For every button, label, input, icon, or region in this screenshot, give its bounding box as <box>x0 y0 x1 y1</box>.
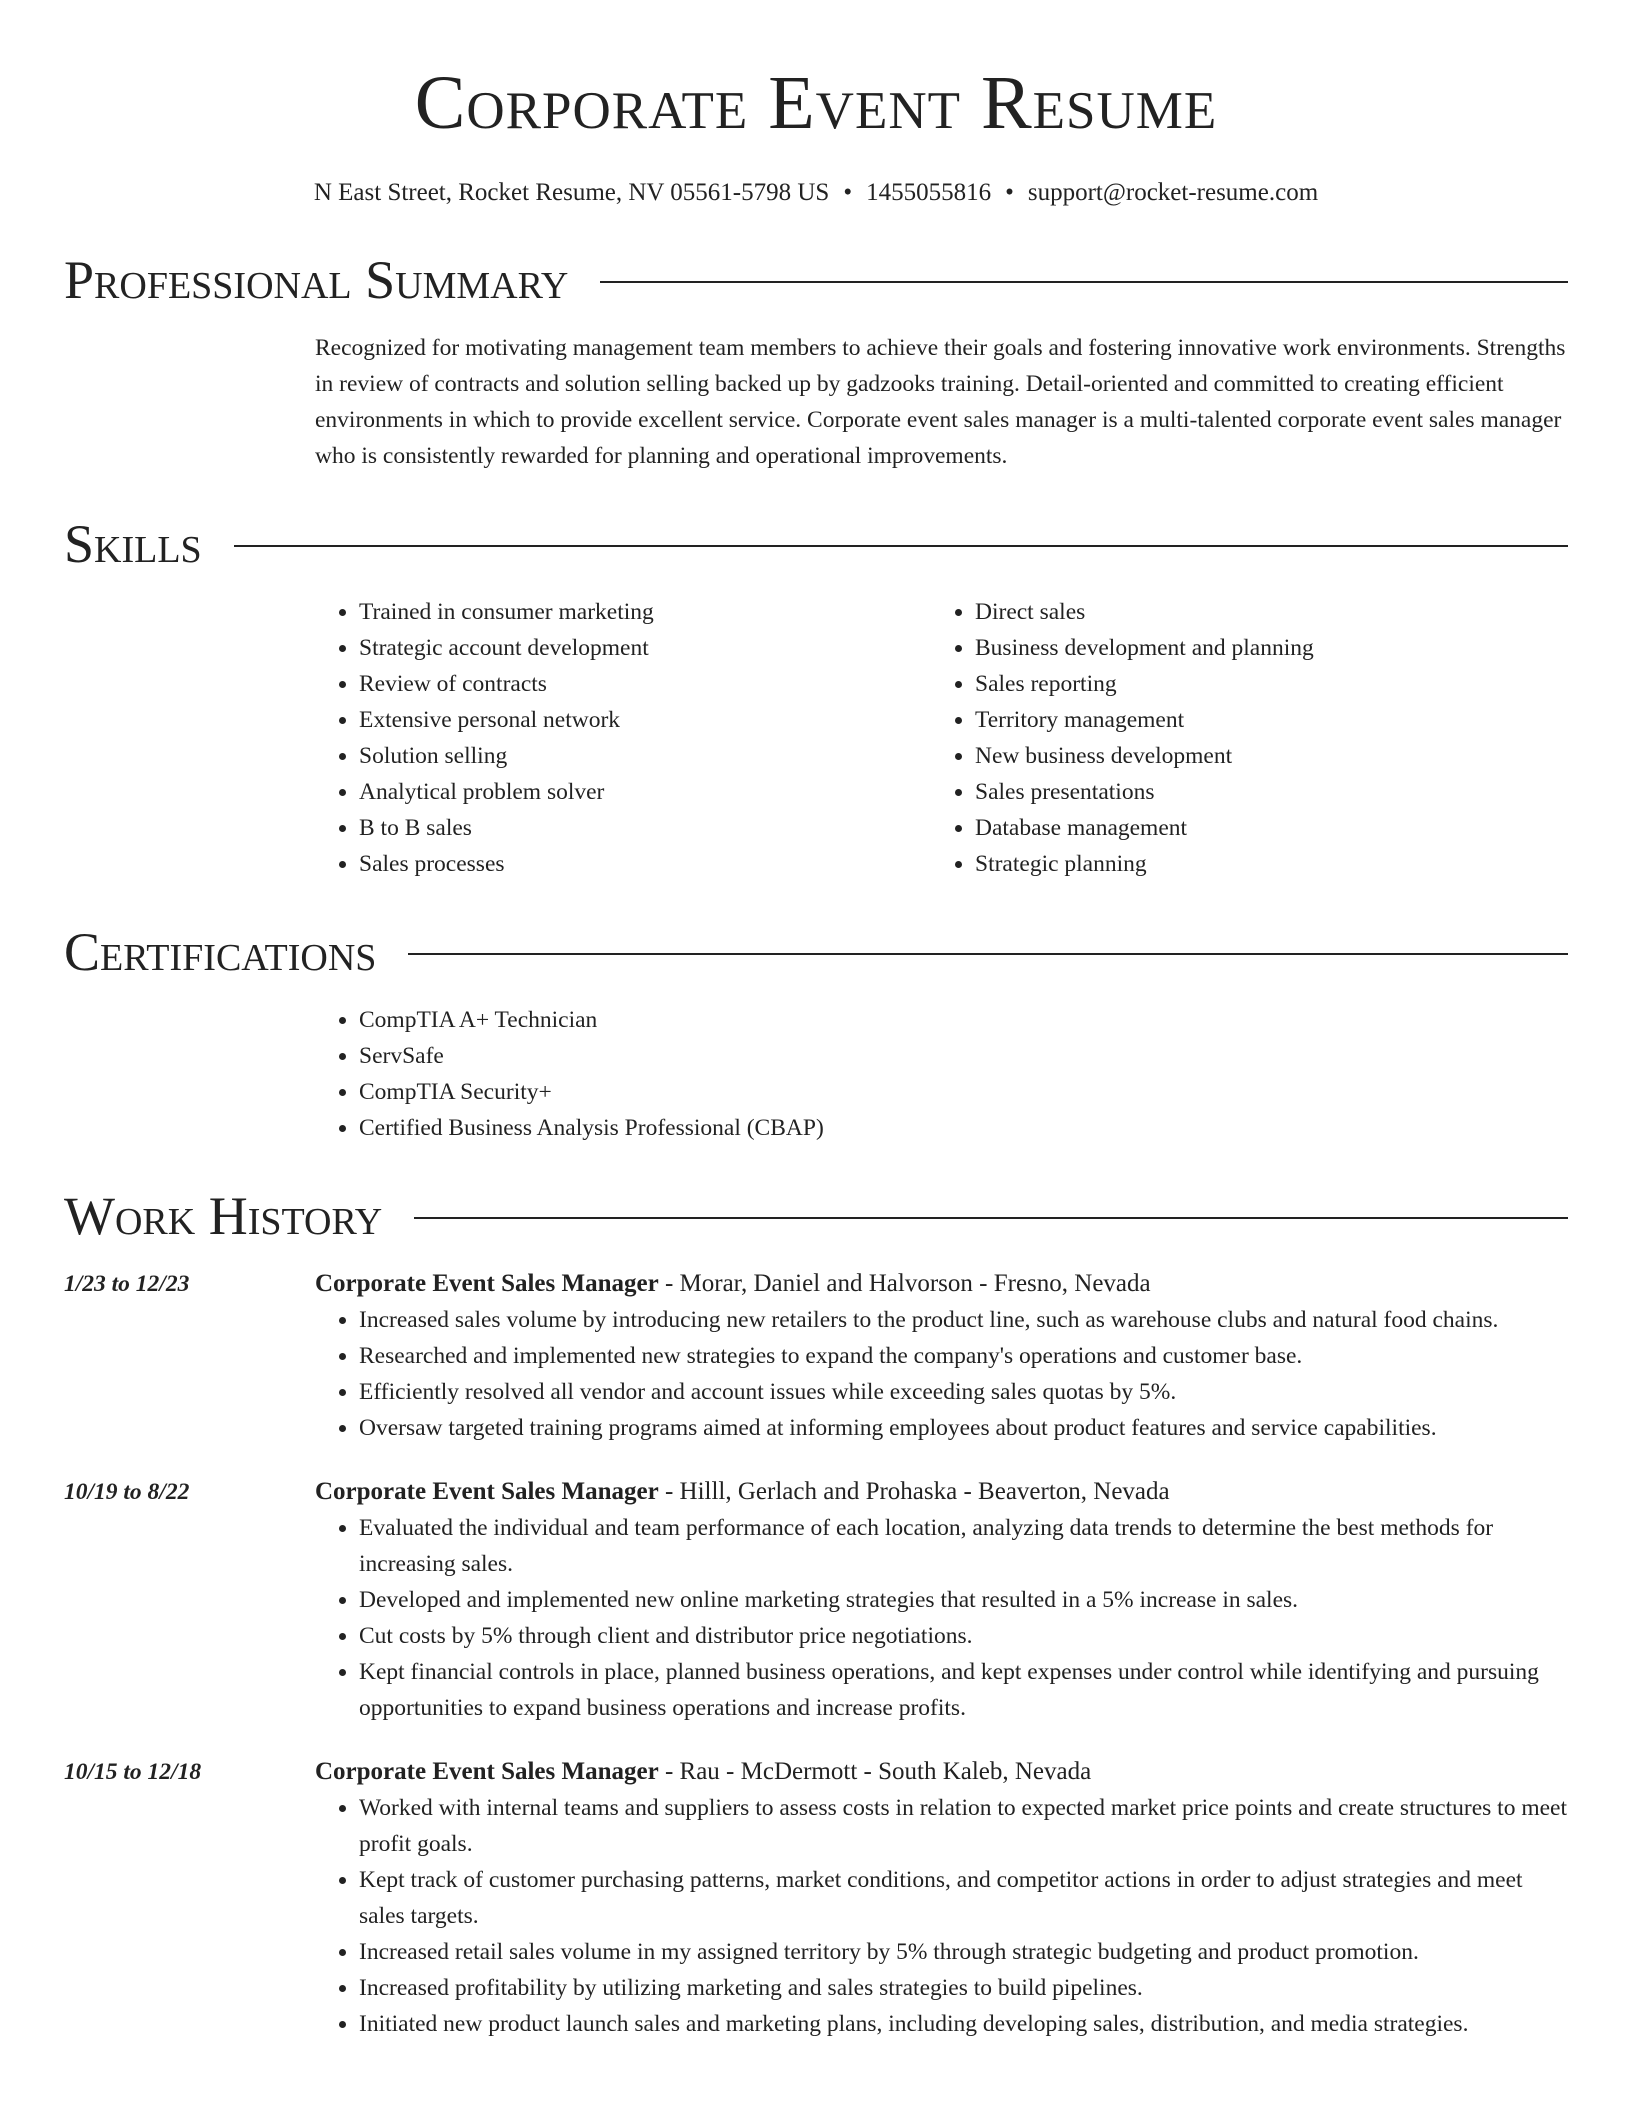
job-bullets <box>315 1302 1568 1446</box>
job-role: Corporate Event Sales Manager <box>315 1478 659 1505</box>
contact-separator: • <box>843 179 853 206</box>
skill-item: • New business development <box>975 738 1547 774</box>
skill-item: • Territory management <box>975 702 1547 738</box>
job-main <box>315 1266 1568 1446</box>
job-bullet: • Worked with internal teams and suppliers to assess costs in relation to expected market price points and create structures to meet profit goals. <box>359 1790 1568 1862</box>
skill-item: • Extensive personal network <box>359 702 931 738</box>
resume-title: Corporate Event Resume <box>414 61 1218 145</box>
skill-item: • Direct sales <box>975 594 1547 630</box>
contact-email: support@rocket-resume.com <box>1027 179 1319 206</box>
certifications-section-header <box>64 924 1568 980</box>
job-role: Corporate Event Sales Manager <box>315 1758 659 1785</box>
skills-heading: Skills <box>64 514 202 574</box>
skill-item: • Review of contracts <box>359 666 931 702</box>
job-main <box>315 1474 1568 1726</box>
certifications-list <box>315 1002 1568 1146</box>
contact-address: N East Street, Rocket Resume, NV 05561-5798 US <box>313 179 830 206</box>
skill-item: • Sales reporting <box>975 666 1547 702</box>
certification-item: • CompTIA A+ Technician <box>359 1002 1568 1038</box>
job-entry <box>64 1266 1568 1446</box>
certification-item: • ServSafe <box>359 1038 1568 1074</box>
job-header <box>315 1266 1568 1302</box>
job-dates: 1/23 to 12/23 <box>64 1271 190 1297</box>
work-history-list <box>64 1266 1568 2042</box>
job-details: - Hilll, Gerlach and Prohaska - Beaverton, Nevada <box>658 1478 1170 1505</box>
summary-heading: Professional Summary <box>64 250 569 310</box>
job-bullet: • Increased profitability by utilizing marketing and sales strategies to build pipelines. <box>359 1970 1568 2006</box>
certifications-heading: Certifications <box>64 922 377 982</box>
job-bullet: • Increased sales volume by introducing new retailers to the product line, such as warehouse clubs and natural food chains. <box>359 1302 1568 1338</box>
skill-item: • Sales presentations <box>975 774 1547 810</box>
job-bullet: • Evaluated the individual and team performance of each location, analyzing data trends to determine the best methods for increasing sales. <box>359 1510 1568 1582</box>
job-bullet: • Kept track of customer purchasing patterns, market conditions, and competitor actions in order to adjust strategies and meet sales targets. <box>359 1862 1568 1934</box>
job-bullet: • Oversaw targeted training programs aimed at informing employees about product features and service capabilities. <box>359 1410 1568 1446</box>
work-heading: Work History <box>64 1186 383 1246</box>
section-divider <box>408 953 1568 955</box>
job-bullet: • Developed and implemented new online marketing strategies that resulted in a 5% increase in sales. <box>359 1582 1568 1618</box>
job-bullet: • Efficiently resolved all vendor and account issues while exceeding sales quotas by 5%. <box>359 1374 1568 1410</box>
certification-item: • CompTIA Security+ <box>359 1074 1568 1110</box>
contact-phone: 1455055816 <box>866 179 992 206</box>
job-bullets <box>315 1510 1568 1726</box>
job-main <box>315 1754 1568 2042</box>
job-dates: 10/15 to 12/18 <box>64 1759 202 1785</box>
certification-item: • Certified Business Analysis Professional (CBAP) <box>359 1110 1568 1146</box>
section-divider <box>600 281 1568 283</box>
summary-section-header <box>64 252 1568 308</box>
job-header <box>315 1754 1568 1790</box>
job-header <box>315 1474 1568 1510</box>
job-entry <box>64 1474 1568 1726</box>
job-entry <box>64 1754 1568 2042</box>
skill-item: • Strategic planning <box>975 846 1547 882</box>
skill-item: • Solution selling <box>359 738 931 774</box>
section-divider <box>234 545 1568 547</box>
job-dates: 10/19 to 8/22 <box>64 1479 190 1505</box>
summary-text: Recognized for motivating management team members to achieve their goals and fostering innovative work environments. Strengths in review of contracts and solution selling backed up by gadzooks training. Detail-oriented and committed to creating efficient environments in which to provide excellent service. Corporate event sales manager is a multi-talented corporate event sales manager who is consistently rewarded for planning and operational improvements. <box>315 335 1566 469</box>
skills-column-right <box>931 594 1547 882</box>
skill-item: • B to B sales <box>359 810 931 846</box>
job-bullet: • Initiated new product launch sales and marketing plans, including developing sales, distribution, and media strategies. <box>359 2006 1568 2042</box>
skill-item: • Trained in consumer marketing <box>359 594 931 630</box>
job-bullet: • Kept financial controls in place, planned business operations, and kept expenses under control while identifying and pursuing opportunities to expand business operations and increase profits. <box>359 1654 1568 1726</box>
job-bullet: • Researched and implemented new strategies to expand the company's operations and customer base. <box>359 1338 1568 1374</box>
job-bullet: • Increased retail sales volume in my assigned territory by 5% through strategic budgeting and product promotion. <box>359 1934 1568 1970</box>
job-bullet: • Cut costs by 5% through client and distributor price negotiations. <box>359 1618 1568 1654</box>
work-section-header <box>64 1188 1568 1244</box>
job-bullets <box>315 1790 1568 2042</box>
skills-list-left <box>315 594 931 882</box>
contact-line <box>64 176 1568 210</box>
skills-column-left <box>315 594 931 882</box>
skill-item: • Database management <box>975 810 1547 846</box>
skill-item: • Sales processes <box>359 846 931 882</box>
job-details: - Rau - McDermott - South Kaleb, Nevada <box>658 1758 1092 1785</box>
skill-item: • Analytical problem solver <box>359 774 931 810</box>
skill-item: • Strategic account development <box>359 630 931 666</box>
skills-grid <box>315 594 1568 882</box>
skills-list-right <box>931 594 1547 882</box>
contact-separator: • <box>1005 179 1014 206</box>
skills-section-header <box>64 516 1568 572</box>
section-divider <box>414 1217 1568 1219</box>
job-role: Corporate Event Sales Manager <box>315 1270 659 1297</box>
skill-item: • Business development and planning <box>975 630 1547 666</box>
job-details: - Morar, Daniel and Halvorson - Fresno, Nevada <box>658 1270 1151 1297</box>
certifications-block <box>315 1002 1568 1146</box>
